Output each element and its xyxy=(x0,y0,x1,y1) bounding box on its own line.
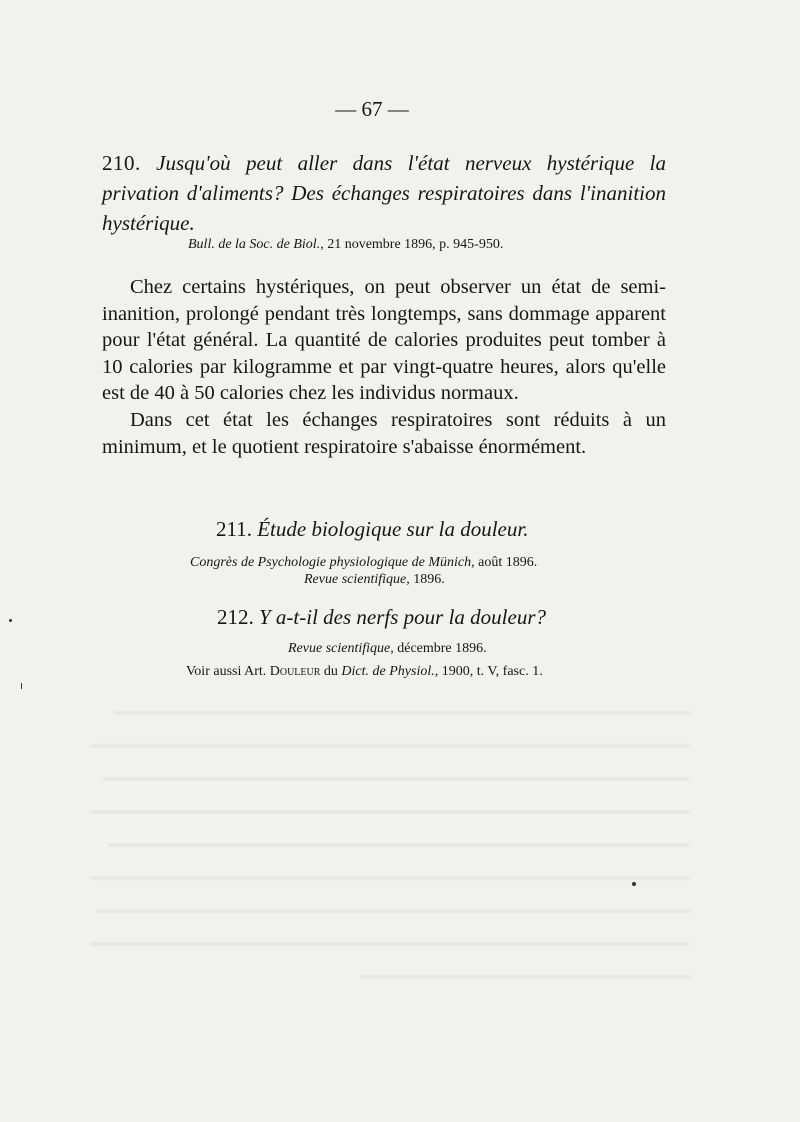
entry-212-title: Y a-t-il des nerfs pour la douleur? xyxy=(259,605,546,629)
entry-210-number: 210. xyxy=(102,151,141,175)
see-also-prefix: Voir aussi Art. xyxy=(186,664,267,679)
entry-210-title: Jusqu'où peut aller dans l'état nerveux hystérique la privation d'aliments? Des échanges respiratoires dans l'inanition hystérique. xyxy=(102,151,667,235)
entry-212-heading xyxy=(217,602,546,632)
entry-212-number: 212. xyxy=(217,605,254,629)
entry-211-title: Étude biologique sur la douleur. xyxy=(257,517,529,541)
entry-211-reference-2-source: Revue scientifique, xyxy=(304,572,410,587)
see-also-dictionary: Dict. de Physiol., xyxy=(341,664,439,679)
entry-211-reference-1-date: août 1896. xyxy=(474,555,538,570)
entry-211-reference-2-date: 1896. xyxy=(409,572,445,587)
entry-210-reference-details: , 21 novembre 1896, p. 945-950. xyxy=(320,237,504,252)
entry-210-heading xyxy=(102,148,666,238)
paper-speck xyxy=(9,619,12,622)
paper-speck xyxy=(632,882,636,886)
entry-211-heading xyxy=(216,514,528,544)
see-also-middle: du xyxy=(320,664,342,679)
see-also-suffix: 1900, t. V, fasc. 1. xyxy=(438,664,543,679)
page-number: — 67 — xyxy=(335,97,409,121)
entry-212-reference-1-date: décembre 1896. xyxy=(393,641,487,656)
entry-211-number: 211. xyxy=(216,517,252,541)
entry-212-reference-1 xyxy=(288,637,487,661)
show-through-texture xyxy=(90,690,690,990)
entry-212-reference-1-source: Revue scientifique, xyxy=(288,641,394,656)
entry-211-reference-1-source: Congrès de Psychologie physiologique de Münich, xyxy=(190,555,475,570)
entry-210-body xyxy=(102,274,666,460)
paper-speck xyxy=(21,683,22,689)
entry-210-paragraph-1: Chez certains hystériques, on peut observer un état de semi-inanition, prolongé pendant très longtemps, sans dommage apparent pour l'état général. La quantité de calories produites peut tomber à 10 calories par kilogramme et par vingt-quatre heures, alors qu'elle est de 40 à 50 calories chez les individus normaux. xyxy=(102,276,666,405)
entry-210-paragraph-2: Dans cet état les échanges respiratoires sont réduits à un minimum, et le quotient respiratoire s'abaisse énormément. xyxy=(102,408,666,458)
entry-212-see-also xyxy=(186,660,543,684)
entry-210-reference xyxy=(188,233,503,257)
see-also-keyword: Douleur xyxy=(269,664,321,679)
entry-210-reference-journal: Bull. de la Soc. de Biol. xyxy=(188,237,321,252)
entry-211-reference-2 xyxy=(304,568,445,592)
